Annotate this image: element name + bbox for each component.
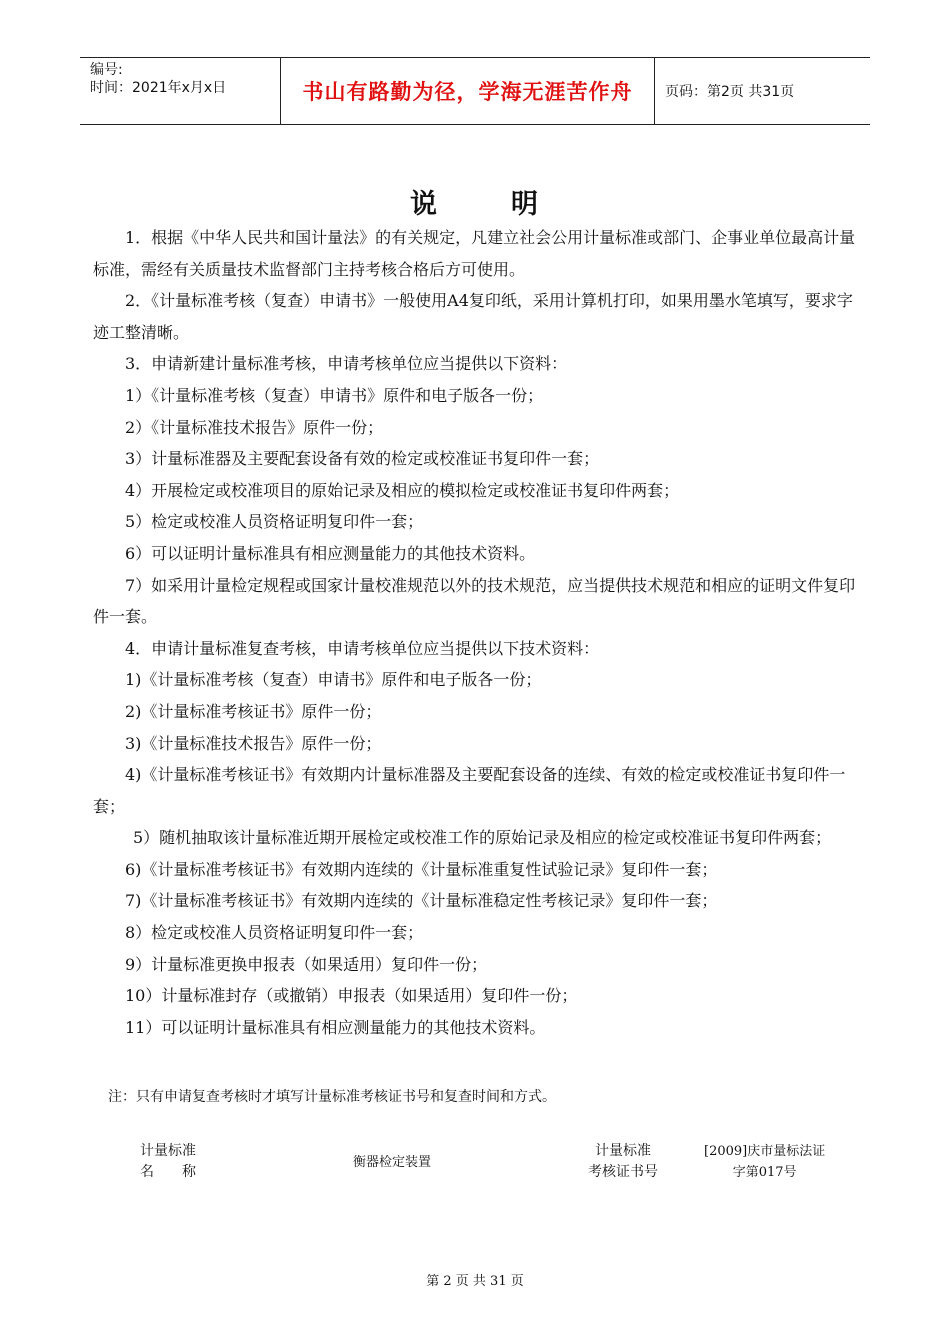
certificate-number-value: [704, 1141, 825, 1183]
list-item: 9）计量标准更换申报表（如果适用）复印件一份；: [125, 954, 488, 974]
page-title: [0, 182, 950, 221]
header-page-number: 页码：第2页 共31页: [665, 84, 795, 100]
list-item: 6)《计量标准考核证书》有效期内连续的《计量标准重复性试验记录》复印件一套；: [125, 859, 718, 879]
list-item: 7)《计量标准考核证书》有效期内连续的《计量标准稳定性考核记录》复印件一套；: [125, 891, 718, 911]
page-header: [80, 57, 870, 125]
list-item: 4)《计量标准考核证书》有效期内计量标准器及主要配套设备的连续、有效的检定或校准证书复印件一套；: [93, 765, 846, 816]
standard-name-value: 衡器检定装置: [353, 1155, 432, 1170]
paragraph: 4．申请计量标准复查考核，申请考核单位应当提供以下技术资料：: [125, 638, 600, 658]
header-meta: [80, 58, 281, 124]
header-slogan: 书山有路勤为径，学海无涯苦作舟: [281, 58, 655, 124]
paragraph: 1．根据《中华人民共和国计量法》的有关规定，凡建立社会公用计量标准或部门、企事业单位最高计量标准，需经有关质量技术监督部门主持考核合格后方可使用。: [93, 228, 856, 279]
paragraph: 3．申请新建计量标准考核，申请考核单位应当提供以下资料：: [125, 354, 568, 374]
list-item: 3）计量标准器及主要配套设备有效的检定或校准证书复印件一套；: [125, 449, 600, 469]
document-time-label: 时间：2021年x月x日: [90, 80, 227, 96]
standard-name-label-line1: 计量标准: [140, 1143, 196, 1159]
list-item: 5）随机抽取该计量标准近期开展检定或校准工作的原始记录及相应的检定或校准证书复印件两套；: [133, 828, 832, 848]
list-item: 2)《计量标准考核证书》原件一份；: [125, 701, 382, 721]
certificate-number-label-line2: 考核证书号: [588, 1164, 658, 1180]
list-item: 1）《计量标准考核（复查）申请书》原件和电子版各一份；: [125, 385, 544, 405]
paragraph: 2．《计量标准考核（复查）申请书》一般使用A4复印纸，采用计算机打印，如果用墨水笔填写，要求字迹工整清晰。: [93, 291, 853, 342]
title-char-1: 说: [410, 189, 439, 220]
instructions-body: [93, 222, 863, 1043]
list-item: 2）《计量标准技术报告》原件一份；: [125, 417, 384, 437]
certificate-number-value-line1: [2009]庆市量标法证: [704, 1144, 826, 1159]
list-item: 11）可以证明计量标准具有相应测量能力的其他技术资料。: [125, 1017, 546, 1037]
certificate-number-value-line2: 字第017号: [732, 1165, 797, 1180]
standard-name-label: [140, 1141, 196, 1183]
page-footer: 第 2 页 共 31 页: [426, 1274, 524, 1289]
list-item: 4）开展检定或校准项目的原始记录及相应的模拟检定或校准证书复印件两套；: [125, 480, 680, 500]
list-item: 7）如采用计量检定规程或国家计量校准规范以外的技术规范，应当提供技术规范和相应的证明文件复印件一套。: [93, 575, 856, 627]
certificate-number-label-line1: 计量标准: [595, 1143, 651, 1159]
list-item: 1)《计量标准考核（复查）申请书》原件和电子版各一份；: [125, 670, 542, 690]
list-item: 5）检定或校准人员资格证明复印件一套；: [125, 512, 424, 532]
document-number-label: 编号:: [90, 62, 123, 78]
title-char-2: 明: [511, 189, 540, 220]
list-item: 8）检定或校准人员资格证明复印件一套；: [125, 923, 424, 943]
list-item: 3)《计量标准技术报告》原件一份；: [125, 733, 382, 753]
footnote: 注：只有申请复查考核时才填写计量标准考核证书号和复查时间和方式。: [108, 1089, 556, 1105]
list-item: 6）可以证明计量标准具有相应测量能力的其他技术资料。: [125, 543, 536, 563]
standard-name-label-line2: 名 称: [140, 1164, 196, 1180]
certificate-number-label: [588, 1141, 658, 1183]
list-item: 10）计量标准封存（或撤销）申报表（如果适用）复印件一份；: [125, 986, 578, 1006]
